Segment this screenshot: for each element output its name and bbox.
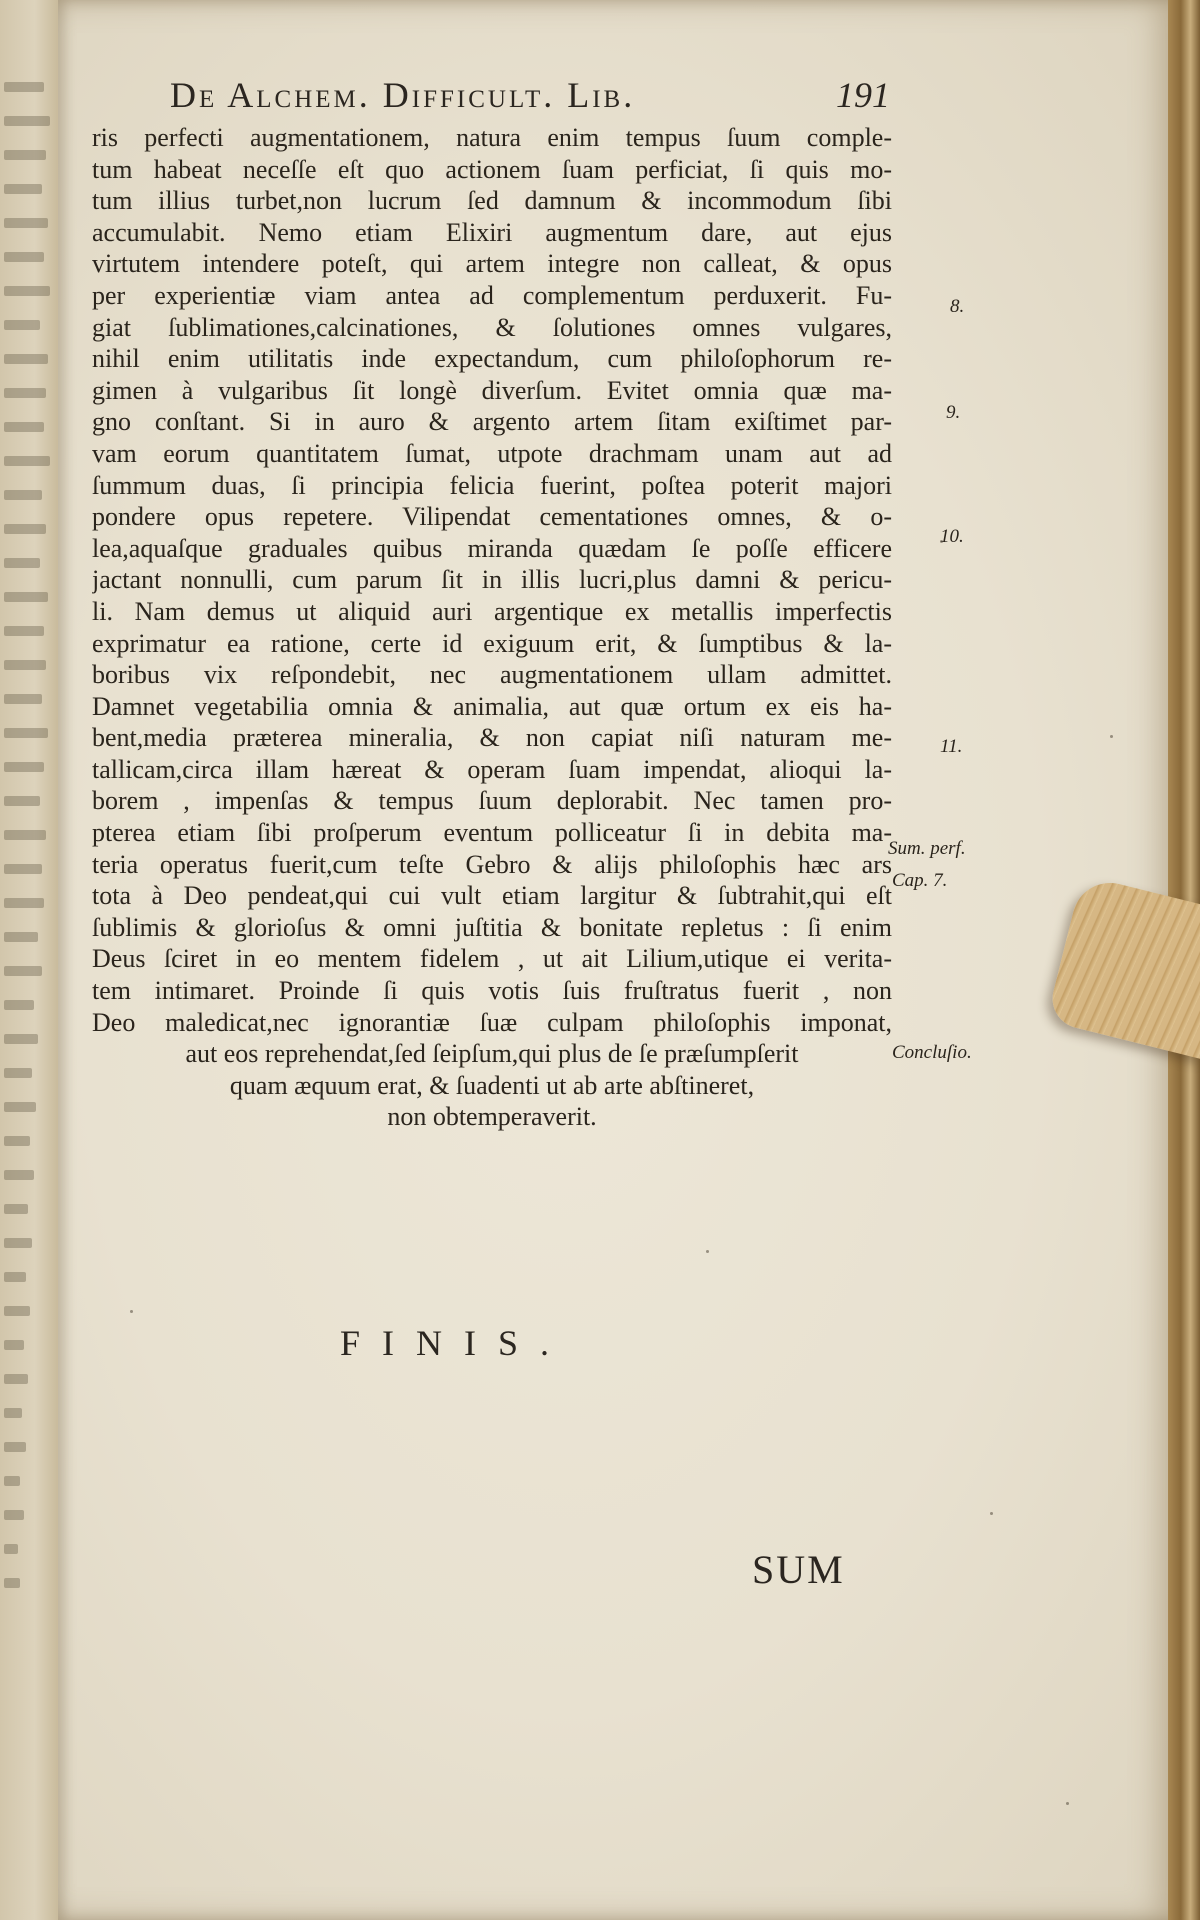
text-line: vam eorum quantitatem ſumat, utpote drachmam unam aut ad (92, 438, 892, 468)
text-line: Deus ſciret in eo mentem fidelem , ut ait Lilium,utique ei verita- (92, 944, 892, 974)
finis-heading: FINIS. (340, 1323, 572, 1363)
text-line: tum habeat neceſſe eſt quo actionem ſuam perficiat, ſi quis mo- (92, 154, 892, 184)
text-line: teria operatus fuerit,cum teſte Gebro & alijs philoſophis hæc ars (92, 849, 892, 879)
facing-page-edge (0, 0, 58, 1920)
page-number: 191 (836, 75, 890, 115)
text-line: exprimatur ea ratione, certe id exiguum erit, & ſumptibus & la- (92, 628, 892, 658)
text-line: tem intimaret. Proinde ſi quis votis ſuis fruſtratus fuerit , non (92, 976, 892, 1006)
text-line: giat ſublimationes,calcinationes, & ſolutiones omnes vulgares, (92, 312, 892, 342)
text-line: bent,media præterea mineralia, & non capiat niſi naturam me- (92, 723, 892, 753)
margin-note-conclusio: Concluſio. (892, 1042, 972, 1063)
text-line: Damnet vegetabilia omnia & animalia, aut quæ ortum ex eis ha- (92, 691, 892, 721)
text-line: non obtemperaverit. (387, 1102, 597, 1132)
main-text-block (92, 122, 892, 1133)
text-line: gno conſtant. Si in auro & argento artem ſitam exiſtimet par- (92, 407, 892, 437)
text-line: tallicam,circa illam hæreat & operam ſuam impendat, alioqui la- (92, 754, 892, 784)
text-line: Deo maledicat,nec ignorantiæ ſuæ culpam philoſophis imponat, (92, 1007, 892, 1037)
text-line: pondere opus repetere. Vilipendat cementationes omnes, & o- (92, 502, 892, 532)
running-head: De Alchem. Difficult. Lib. (170, 75, 636, 115)
text-line: ſummum duas, ſi principia felicia fuerint, poſtea poterit majori (92, 470, 892, 500)
margin-note-cap: Cap. 7. (892, 870, 948, 891)
text-line: virtutem intendere poteſt, qui artem integre non calleat, & opus (92, 249, 892, 279)
text-line: ſublimis & glorioſus & omni juſtitia & bonitate repletus : ſi enim (92, 912, 892, 942)
margin-note-10: 10. (940, 526, 964, 547)
margin-note-8: 8. (950, 296, 965, 317)
text-line: pterea etiam ſibi proſperum eventum polliceatur ſi in debita ma- (92, 818, 892, 848)
page-header (170, 74, 890, 124)
text-line: gimen à vulgaribus ſit longè diverſum. Evitet omnia quæ ma- (92, 375, 892, 405)
text-line: boribus vix reſpondebit, nec augmentationem ullam admittet. (92, 660, 892, 690)
catchword: SUM (752, 1547, 845, 1592)
text-line: ris perfecti augmentationem, natura enim tempus ſuum comple- (92, 123, 892, 152)
text-line: nihil enim utilitatis inde expectandum, cum philoſophorum re- (92, 344, 892, 374)
text-line: quam æquum erat, & ſuadenti ut ab arte abſtineret, (229, 1070, 755, 1100)
text-line: borem , impenſas & tempus ſuum deplorabit. Nec tamen pro- (92, 786, 892, 816)
margin-note-sum-perf: Sum. perf. (888, 838, 966, 859)
text-line: lea,aquaſque graduales quibus miranda quædam ſe poſſe efficere (92, 533, 892, 563)
text-line: li. Nam demus ut aliquid auri argentique ex metallis imperfectis (92, 596, 892, 626)
margin-note-11: 11. (940, 736, 963, 757)
margin-note-9: 9. (946, 402, 961, 423)
text-line: accumulabit. Nemo etiam Elixiri augmentum dare, aut ejus (92, 217, 892, 247)
text-line: aut eos reprehendat,ſed ſeipſum,qui plus de ſe præſumpſerit (185, 1039, 799, 1069)
text-line: tum illius turbet,non lucrum ſed damnum & incommodum ſibi (92, 186, 892, 216)
text-line: jactant nonnulli, cum parum ſit in illis lucri,plus damni & pericu- (92, 565, 892, 595)
text-line: per experientiæ viam antea ad complementum perduxerit. Fu- (92, 280, 892, 310)
text-line: tota à Deo pendeat,qui cui vult etiam largitur & ſubtrahit,qui eſt (92, 881, 892, 911)
